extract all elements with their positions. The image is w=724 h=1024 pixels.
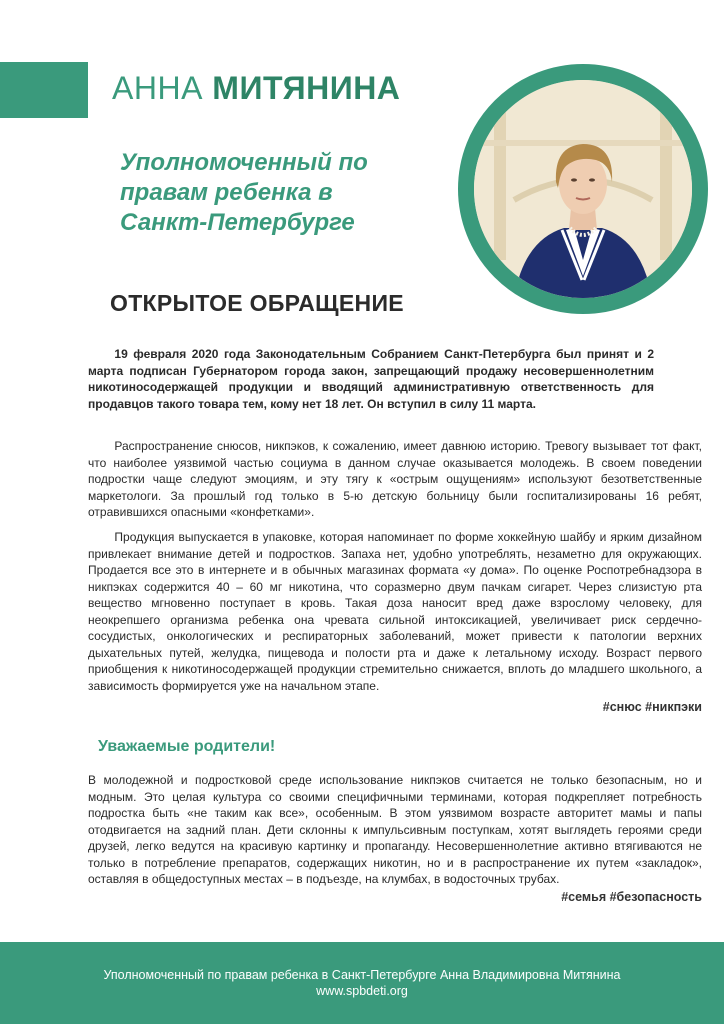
- portrait-photo: [458, 64, 708, 314]
- hashtag-line-2: #семья #безопасность: [561, 890, 702, 904]
- subtitle: Уполномоченный по правам ребенка в Санкт-Петербурге: [120, 149, 368, 236]
- footer-credit: Уполномоченный по правам ребенка в Санкт-Петербурге Анна Владимировна Митянина: [103, 968, 621, 982]
- intro-paragraph: 19 февраля 2020 года Законодательным Собранием Санкт-Петербурга был принят и 2 марта подписан Губернатором города закон, запрещающий продажу несовершеннолетним никотиносодержащей продукции и вводящий административную ответственность для продавцов такого товара тем, кому нет 18 лет. Он вступил в силу 11 марта.: [88, 347, 654, 411]
- author-name: [112, 70, 400, 107]
- paragraph-3: В молодежной и подростковой среде использование никпэков считается не только безопасным, но и модным. Это целая культура со своими специфичными терминами, которая подкрепляет потребность подростка быть «не таким как все», особенным. В этом уязвимом возрасте авторитет мамы и папы отодвигается на задний план. Дети склонны к импульсивным поступкам, хотят выглядеть героями среди друзей, легко ведутся на красивую картинку и пропаганду. Несовершеннолетние активно втягиваются не только в потребление препаратов, содержащих никотин, но и в распространение их путем «закладок», оставляя в общедоступных местах – в подъезде, на клумбах, в водосточных трубах.: [88, 773, 702, 886]
- first-name: АННА: [112, 70, 203, 106]
- accent-bar: [0, 62, 88, 118]
- footer-website-link[interactable]: www.spbdeti.org: [316, 984, 408, 998]
- portrait-illustration: [474, 80, 692, 298]
- last-name: МИТЯНИНА: [212, 70, 401, 106]
- paragraph-1: Распространение снюсов, никпэков, к сожалению, имеет давнюю историю. Тревогу вызывает тот факт, что наиболее уязвимой частью социума в данном случае оказывается молодежь. В своем поведении подростки чаще следуют эмоциям, и эту тягу к «острым ощущениям» используют безответственные маркетологи. За прошлый год только в 5-ю детскую больницу были госпитализированы 16 ребят, отравившихся опасными «конфетками».: [88, 439, 702, 519]
- parents-heading: Уважаемые родители!: [98, 738, 276, 755]
- paragraph-2: Продукция выпускается в упаковке, которая напоминает по форме хоккейную шайбу и ярким дизайном привлекает внимание детей и подростков. Запаха нет, удобно употреблять, незаметно для окружающих. Продается все это в интернете и в обычных магазинах формата «у дома». По оценке Роспотребнадзора в никпэках содержится 40 – 60 мг никотина, что соразмерно двум пачкам сигарет. Через слизистую рта вещество мгновенно поступает в кровь. Такая доза наносит вред даже взрослому человеку, для неокрепшего организма ребенка она чревата сильной интоксикацией, увеличивает риск сердечно-сосудистых, онкологических и респираторных заболеваний, может привести к патологии верхних дыхательных путей, желудка, пищевода и полости рта и даже к летальному исходу. Возраст первого приобщения к никотиносодержащей продукции стремительно снижается, вплоть до младшего школьного, а зависимость формируется уже на начальном этапе.: [88, 530, 702, 693]
- footer: [0, 942, 724, 1024]
- page-heading: ОТКРЫТОЕ ОБРАЩЕНИЕ: [110, 290, 404, 316]
- hashtag-line-1: #снюс #никпэки: [602, 700, 702, 714]
